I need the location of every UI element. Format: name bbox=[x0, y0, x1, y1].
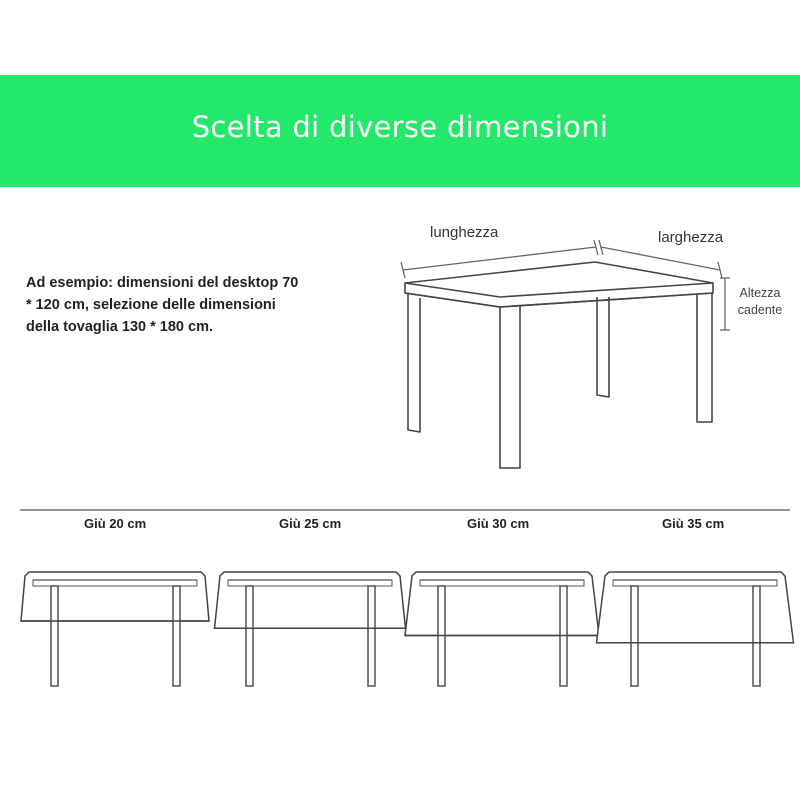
variant-table-30 bbox=[405, 572, 599, 686]
variant-table-25 bbox=[215, 572, 406, 686]
variant-label-30: Giù 30 cm bbox=[467, 516, 530, 531]
length-label: lunghezza bbox=[430, 224, 499, 241]
variant-label-20: Giù 20 cm bbox=[84, 516, 147, 531]
table-leg-left bbox=[246, 586, 253, 686]
tablecloth bbox=[21, 572, 209, 621]
table-leg-right bbox=[753, 586, 760, 686]
drop-label-line-2: cadente bbox=[737, 303, 783, 317]
example-line-3: della tovaglia 130 * 180 cm. bbox=[26, 319, 213, 335]
tablecloth bbox=[597, 572, 794, 643]
drop-label-line-1: Altezza bbox=[739, 286, 781, 300]
example-line-1: Ad esempio: dimensioni del desktop 70 bbox=[26, 275, 299, 291]
variant-table-35 bbox=[597, 572, 794, 686]
table-leg-left bbox=[631, 586, 638, 686]
table-leg-right bbox=[173, 586, 180, 686]
page-title: Scelta di diverse dimensioni bbox=[191, 110, 609, 144]
tablecloth bbox=[405, 572, 599, 636]
variant-label-35: Giù 35 cm bbox=[662, 516, 725, 531]
table-leg-right bbox=[368, 586, 375, 686]
variant-table-20 bbox=[21, 572, 209, 686]
example-line-2: * 120 cm, selezione delle dimensioni bbox=[26, 297, 276, 313]
width-label: larghezza bbox=[658, 229, 724, 246]
variant-label-25: Giù 25 cm bbox=[279, 516, 342, 531]
table-leg-left bbox=[51, 586, 58, 686]
